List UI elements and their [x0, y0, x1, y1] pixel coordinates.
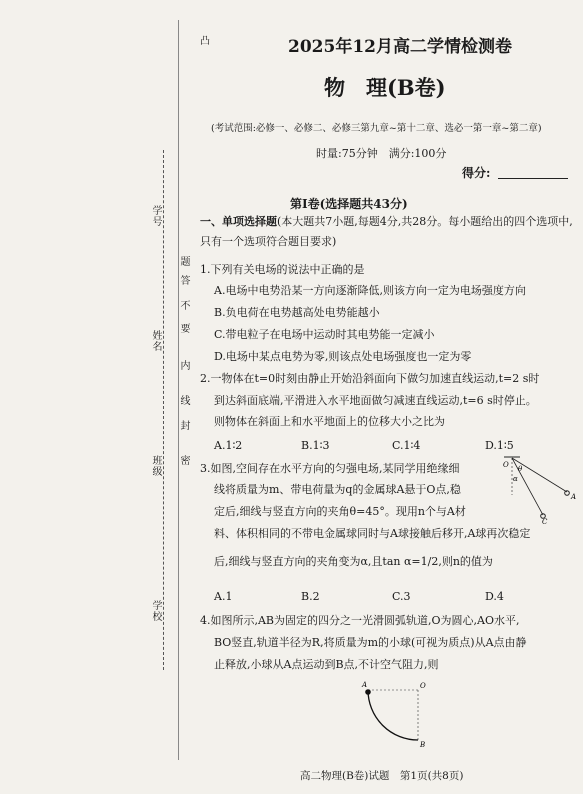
q1-option-c: C.带电粒子在电场中运动时其电势能一定减小	[214, 328, 435, 341]
seal-char: 题	[178, 256, 189, 267]
q3-option-c: C.3	[392, 590, 411, 603]
part1-desc: (本大题共7小题,每题4分,共28分。每小题给出的四个选项中,只有一个选项符合题目要求)	[200, 215, 573, 248]
margin-label-student-id: 学号	[150, 205, 161, 227]
q2-stem-line: 到达斜面底端,平滑进入水平地面做匀减速直线运动,t=6 s时停止。	[214, 394, 537, 407]
q1-stem: 1.下列有关电场的说法中正确的是	[200, 263, 365, 276]
margin-label-school: 学校	[150, 600, 161, 622]
q2-option-a: A.1∶2	[214, 439, 243, 452]
label-theta: θ	[518, 465, 523, 473]
seal-char: 密	[178, 455, 189, 466]
label-alpha: α	[513, 475, 518, 483]
section-title: 第Ⅰ卷(选择题共43分)	[290, 197, 408, 211]
binding-line	[163, 150, 164, 670]
q2-option-b: B.1∶3	[301, 439, 330, 452]
q3-stem-line: 料、体积相同的不带电金属球同时与A球接触后移开,A球再次稳定	[214, 527, 531, 540]
q4-figure	[354, 680, 434, 750]
q1-option-b: B.负电荷在电势越高处电势能越小	[214, 306, 380, 319]
part1-title: 一、单项选择题	[200, 215, 277, 228]
score-blank	[498, 178, 568, 179]
q4-stem-line: 止释放,小球从A点运动到B点,不计空气阻力,则	[214, 658, 439, 671]
q3-option-a: A.1	[214, 590, 233, 603]
ball	[365, 689, 371, 695]
label-b: B	[420, 741, 426, 749]
part1-intro	[200, 212, 575, 252]
seal-char: 内	[178, 360, 189, 371]
subject-title: 物 理(B卷)	[324, 75, 446, 100]
exam-scope: (考试范围:必修一、必修二、必修三第九章~第十二章、选必一第一章~第二章)	[211, 123, 542, 134]
q2-stem-line: 2.一物体在t=0时刻由静止开始沿斜面向下做匀加速直线运动,t=2 s时	[200, 372, 540, 385]
margin-label-name: 姓名	[150, 330, 161, 352]
q2-option-d: D.1∶5	[485, 439, 514, 452]
thread-theta	[512, 458, 567, 492]
score-label: 得分:	[462, 166, 491, 180]
seal-char: 不	[178, 300, 189, 311]
label-c: C	[542, 518, 548, 525]
q2-option-c: C.1∶4	[392, 439, 421, 452]
seal-char: 要	[178, 323, 189, 334]
ball-a	[565, 491, 570, 496]
q3-stem-line: 定后,细线与竖直方向的夹角θ=45°。现用n个与A材	[214, 505, 466, 518]
thread-alpha	[512, 458, 543, 515]
page-footer: 高二物理(B卷)试题 第1页(共8页)	[300, 770, 464, 782]
seal-char: 答	[178, 275, 189, 286]
q3-figure	[500, 455, 580, 525]
q3-stem-line: 3.如图,空间存在水平方向的匀强电场,某同学用绝缘细	[200, 462, 460, 475]
q1-option-a: A.电场中电势沿某一方向逐渐降低,则该方向一定为电场强度方向	[214, 284, 526, 297]
corner-mark: 凸	[200, 36, 210, 47]
q3-stem-line: 线将质量为m、带电荷量为q的金属球A悬于O点,稳	[214, 483, 461, 496]
q3-option-b: B.2	[301, 590, 320, 603]
q4-stem-line: 4.如图所示,AB为固定的四分之一光滑圆弧轨道,O为圆心,AO水平,	[200, 614, 520, 627]
seal-char: 封	[178, 420, 189, 431]
label-a: A	[571, 493, 577, 501]
q2-stem-line: 则物体在斜面上和水平地面上的位移大小之比为	[214, 415, 445, 428]
margin-border	[178, 20, 179, 760]
q1-option-d: D.电场中某点电势为零,则该点处电场强度也一定为零	[214, 350, 472, 363]
time-score: 时量:75分钟 满分:100分	[316, 147, 447, 160]
label-o: O	[420, 682, 426, 690]
arc-track	[368, 690, 418, 740]
q4-stem-line: BO竖直,轨道半径为R,将质量为m的小球(可视为质点)从A点由静	[214, 636, 527, 649]
q3-option-d: D.4	[485, 590, 504, 603]
exam-title: 2025年12月高二学情检测卷	[288, 37, 512, 57]
q3-stem-line: 后,细线与竖直方向的夹角变为α,且tan α=1/2,则n的值为	[214, 555, 493, 568]
margin-label-class: 班级	[150, 455, 161, 477]
label-a: A	[362, 681, 368, 689]
seal-char: 线	[178, 395, 189, 406]
label-o: O	[503, 461, 509, 469]
